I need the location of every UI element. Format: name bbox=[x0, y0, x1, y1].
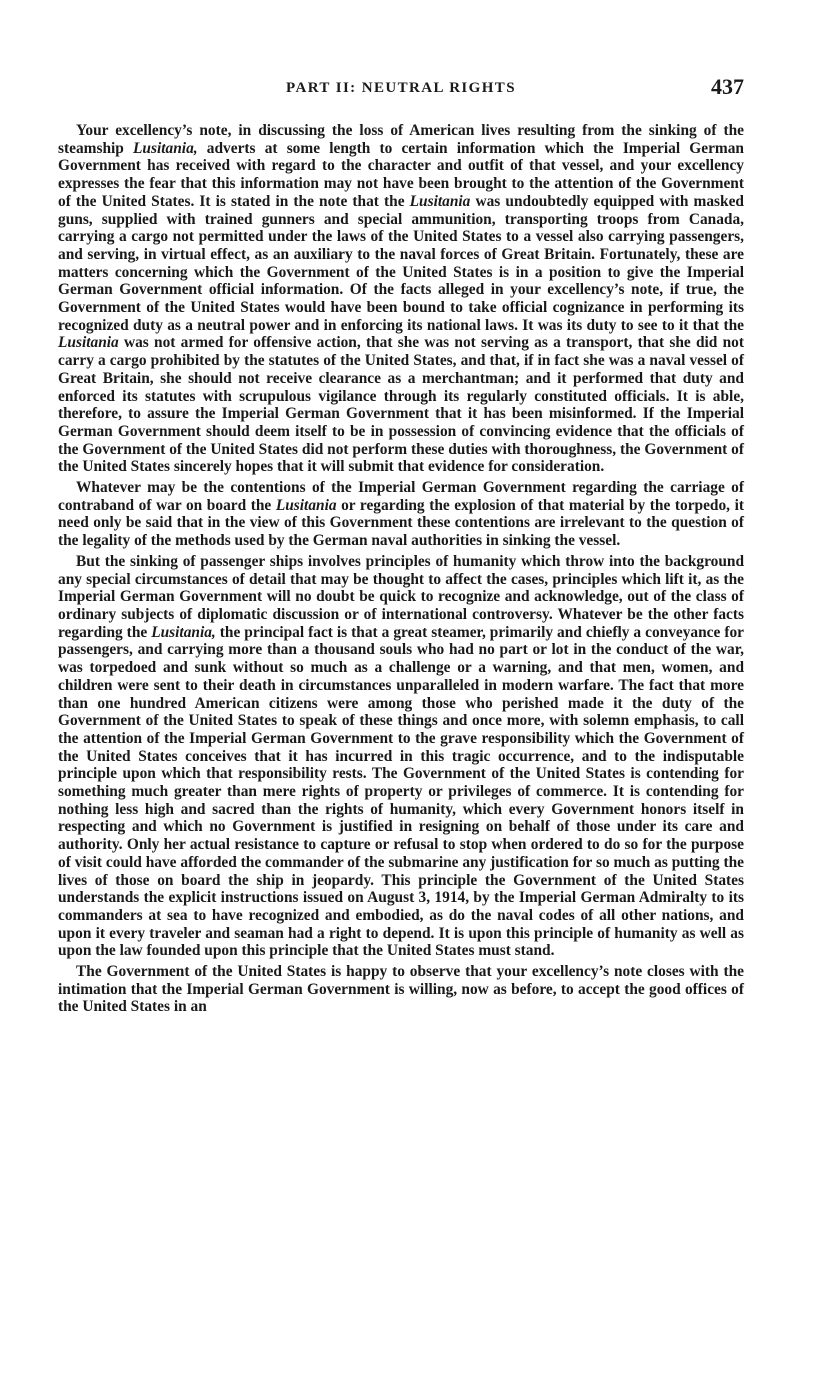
text-run: The Government of the United States is happy to observe that your excellency’s note closes with the intimation that the Imperial German Government is willing, now as before, to accept the good offices of the United States in an bbox=[58, 963, 744, 1016]
text-run: or regarding the explosion of that material by the torpedo, it need only be said that in the view of this Government these contentions are irrelevant to the question of the legality of the methods used by the German naval authorities in sinking the vessel. bbox=[58, 496, 744, 550]
ship-name-italic: Lusitania bbox=[58, 334, 119, 352]
text-run: Your excellency’s note, in discussing the loss of American lives resulting from the sinking of the steamship bbox=[58, 122, 744, 157]
ship-name-italic: Lusitania, bbox=[133, 139, 198, 157]
running-head-title: PART II: NEUTRAL RIGHTS bbox=[286, 80, 516, 96]
text-run: the principal fact is that a great steamer, primarily and chiefly a conveyance for passengers, and carrying more than a thousand souls who had no part or lot in the conduct of the war, was torpedoed and sunk without so much as a challenge or a warning, and that men, women, and children were sent to their death in circumstances unparalleled in modern warfare. The fact that more than one hundred American citizens were among those who perished made it the duty of the Government of the United States to speak of these things and once more, with solemn emphasis, to call the attention of the Imperial German Government to the grave responsibility which the Government of the United States conceives that it has incurred in this tragic occurrence, and to the indisputable principle upon which that responsibility rests. The Government of the United States is contending for something much greater than mere rights of property or privileges of commerce. It is contending for nothing less high and sacred than the rights of humanity, which every Government honors itself in respecting and which no Government is justified in resigning on behalf of those under its care and authority. Only her actual resistance to capture or refusal to stop when ordered to do so for the purpose of visit could have afforded the commander of the submarine any justification for so much as putting the lives of those on board the ship in jeopardy. This principle the Government of the United States understands the explicit instructions issued on August 3, 1914, by the Imperial German Admiralty to its commanders at sea to have recognized and embodied, as do the naval codes of all other nations, and upon it every traveler and seaman had a right to depend. It is upon this principle of humanity as well as upon the law founded upon this principle that the United States must stand. bbox=[58, 623, 744, 960]
page-number: 437 bbox=[711, 74, 744, 99]
text-run: was undoubtedly equipped with masked guns, supplied with trained gunners and special ammunition, transporting troops from Canada, carrying a cargo not permitted under the laws of the United States to a vessel also carrying passengers, and serving, in virtual effect, as an auxiliary to the naval forces of Great Britain. Fortunately, these are matters concerning which the Government of the United States is in a position to give the Imperial German Government official information. Of the facts alleged in your excellency’s note, if true, the Government of the United States would have been bound to take official cognizance in performing its recognized duty as a neutral power and in enforcing its national laws. It was its duty to see to it that the bbox=[58, 192, 744, 334]
body-text bbox=[58, 122, 744, 1016]
text-run: But the sinking of passenger ships involves principles of humanity which throw into the background any special circumstances of detail that may be thought to affect the cases, principles which lift it, as the Imperial German Government will no doubt be quick to recognize and acknowledge, out of the class of ordinary subjects of diplomatic discussion or of international controversy. Whatever be the other facts regarding the bbox=[58, 552, 744, 641]
document-page bbox=[58, 74, 744, 1019]
text-run: was not armed for offensive action, that she was not serving as a transport, that she did not carry a cargo prohibited by the statutes of the United States, and that, if in fact she was a naval vessel of Great Britain, she should not receive clearance as a merchantman; and it performed that duty and enforced its statutes with scrupulous vigilance through its regularly constituted officials. It is able, therefore, to assure the Imperial German Government that it has been misinformed. If the Imperial German Government should deem itself to be in possession of convincing evidence that the officials of the Government of the United States did not perform these duties with thoroughness, the Government of the United States sincerely hopes that it will submit that evidence for consideration. bbox=[58, 334, 744, 476]
ship-name-italic: Lusitania, bbox=[151, 623, 216, 641]
text-run: adverts at some length to certain information which the Imperial German Government has received with regard to the character and outfit of that vessel, and your excellency expresses the fear that this information may not have been brought to the attention of the Government of the United States. It is stated in the note that the bbox=[58, 139, 744, 210]
paragraph bbox=[58, 553, 744, 960]
paragraph bbox=[58, 122, 744, 476]
paragraph bbox=[58, 963, 744, 1016]
running-header bbox=[58, 74, 744, 110]
text-run: Whatever may be the contentions of the Imperial German Government regarding the carriage of contraband of war on board the bbox=[58, 479, 744, 514]
paragraph bbox=[58, 479, 744, 550]
ship-name-italic: Lusitania bbox=[275, 496, 337, 514]
ship-name-italic: Lusitania bbox=[409, 192, 471, 210]
